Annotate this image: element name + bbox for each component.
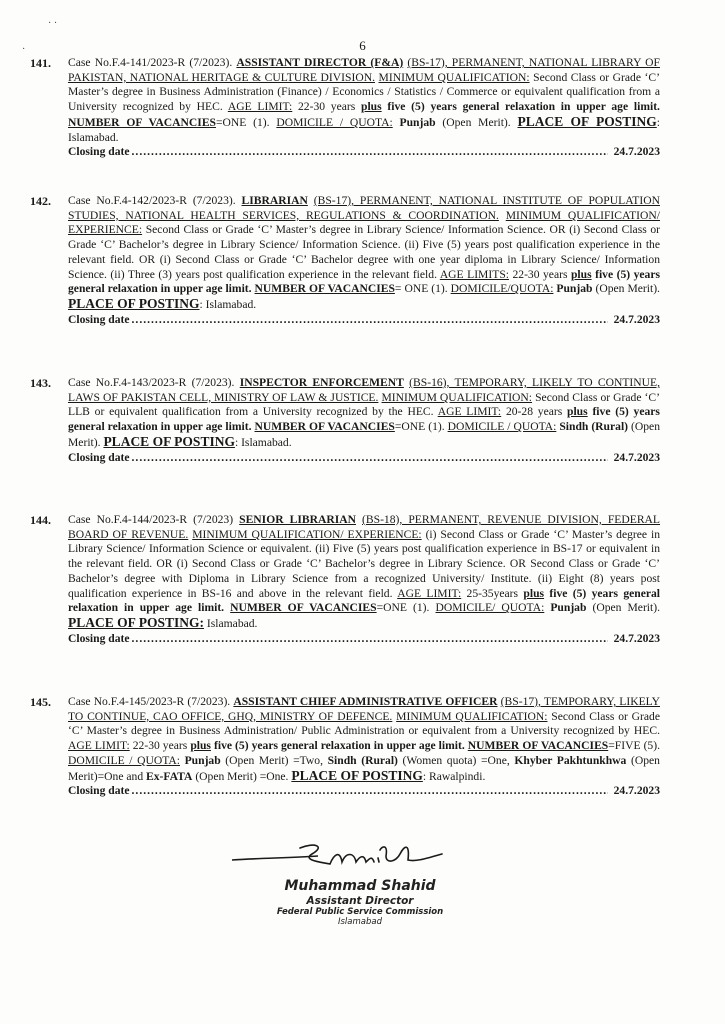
closing-date: 24.7.2023 [613, 784, 660, 798]
vacancy-entry-144 [30, 513, 660, 646]
plus-word: plus [570, 267, 592, 281]
closing-date-line [68, 145, 660, 160]
case-number: Case No.F.4-141/2023-R (7/2023). [68, 56, 233, 69]
domicile-province: Sindh (Rural) [327, 753, 398, 767]
posting-label: PLACE OF POSTING [68, 295, 200, 311]
domicile-quota: (Open Merit). [442, 115, 511, 129]
scan-mark: · [22, 44, 26, 55]
domicile-province: Punjab [556, 282, 593, 296]
vacancies-text: =ONE (1). [376, 601, 430, 615]
domicile-label: DOMICILE/QUOTA: [450, 282, 554, 296]
posting-label: PLACE OF POSTING [517, 113, 657, 129]
post-grade-department: (BS-17), PERMANENT, NATIONAL LIBRARY OF PAKISTAN, NATIONAL HERITAGE & CULTURE DIVISION. [68, 56, 660, 84]
signatory [250, 878, 470, 927]
plus-word: plus [361, 100, 382, 114]
vacancies-label: NUMBER OF VACANCIES [230, 601, 377, 615]
qualification-text: (i) Second Class or Grade ‘C’ Master’s degree in Library Science/ Information Science or equivalent. (ii) Five (5) years post qualification experience in BS-17 or equivalent in the relevant field. OR (i) Second Class or Grade ‘C’ Bachelor’s degree in Library Science. OR Second Class or Grade ‘C’ Bachelor’s degree with Diploma in Library Science from a recognized University/ Institute. (ii) Eight (8) years post qualification experience in BS-16 and above in the relevant field. [68, 527, 661, 600]
post-grade-department: (BS-17), TEMPORARY, LIKELY TO CONTINUE, CAO OFFICE, GHQ, MINISTRY OF DEFENCE. [68, 695, 660, 723]
case-number: Case No.F.4-142/2023-R (7/2023). [68, 194, 236, 207]
vacancy-entry-141 [30, 56, 660, 160]
signatory-title: Assistant Director [306, 895, 414, 907]
age-limit-text: 22-30 years [298, 100, 356, 114]
vacancies-label: NUMBER OF VACANCIES [467, 739, 609, 753]
closing-date-line [68, 451, 660, 466]
qualification-text: Second Class or Grade ‘C’ Master’s degree in Business Administration/ Public Administration or equivalent from a University recognized by HEC. [68, 709, 660, 738]
plus-word: plus [567, 405, 588, 419]
qualification-label: MINIMUM QUALIFICATION/ EXPERIENCE: [192, 527, 422, 541]
vacancies-label: NUMBER OF VACANCIES [254, 420, 395, 434]
domicile-quota: (Open Merit) =One. [195, 769, 289, 783]
scan-mark: · · [48, 18, 58, 29]
age-relaxation: five (5) years general relaxation in upper age limit. [68, 586, 661, 615]
vacancies-text: =ONE (1). [394, 420, 445, 434]
domicile-province: Punjab [550, 601, 587, 615]
closing-date-line [68, 313, 660, 328]
age-limit-label: AGE LIMIT: [68, 739, 130, 753]
signatory-name: Muhammad Shahid [284, 878, 436, 894]
page-number: 6 [359, 38, 366, 53]
age-limit-text: 25-35years [466, 586, 519, 600]
entry-number: 145. [30, 695, 51, 709]
domicile-quota: (Open Merit) =Two, [225, 753, 323, 767]
dot-leader [130, 313, 608, 328]
domicile-quota: (Open Merit). [68, 420, 660, 449]
age-limit-label: AGE LIMITS: [439, 267, 509, 281]
post-title: LIBRARIAN [241, 194, 308, 207]
post-grade-department: (BS-18), PERMANENT, REVENUE DIVISION, FEDERAL BOARD OF REVENUE. [68, 513, 661, 541]
posting-place: : Islamabad. [68, 115, 661, 144]
qualification-label: MINIMUM QUALIFICATION: [378, 70, 530, 84]
post-grade-department: (BS-17), PERMANENT, NATIONAL INSTITUTE OF POPULATION STUDIES, NATIONAL HEALTH SERVICES, REGULATIONS & COORDINATION. [68, 194, 660, 222]
vacancies-label: NUMBER OF VACANCIES [254, 282, 395, 296]
entry-number: 143. [30, 376, 51, 390]
domicile-quota: (Women quota) =One, [402, 753, 510, 767]
qualification-label: MINIMUM QUALIFICATION/ EXPERIENCE: [68, 208, 660, 237]
vacancies-text: = ONE (1). [394, 282, 448, 296]
domicile-province: Khyber Pakhtunkhwa [514, 753, 627, 767]
posting-label: PLACE OF POSTING: [68, 614, 205, 630]
vacancy-entry-143 [30, 376, 660, 465]
posting-place: : Rawalpindi. [422, 769, 486, 783]
qualification-label: MINIMUM QUALIFICATION: [396, 709, 548, 723]
age-limit-text: 22-30 years [132, 739, 188, 753]
posting-place: : Islamabad. [199, 297, 257, 311]
vacancies-text: =FIVE (5). [608, 739, 660, 753]
case-number: Case No.F.4-143/2023-R (7/2023). [68, 376, 235, 389]
age-limit-text: 22-30 years [512, 267, 568, 281]
closing-date-label: Closing date [68, 312, 130, 326]
qualification-text: Second Class or Grade ‘C’ LLB or equivalent qualification from a University recognized by the HEC. [68, 390, 660, 419]
qualification-label: MINIMUM QUALIFICATION: [381, 390, 533, 404]
vacancies-text: =ONE (1). [216, 115, 270, 129]
qualification-text: Second Class or Grade ‘C’ Master’s degree in Business Administration (Finance) / Economics / Statistics / Commerce or equivalent qualification from a University recognized by HEC. [68, 70, 660, 114]
age-relaxation: five (5) years general relaxation in upper age limit. [68, 267, 660, 296]
dot-leader [130, 632, 608, 647]
post-title: ASSISTANT CHIEF ADMINISTRATIVE OFFICER [233, 695, 498, 708]
dot-leader [130, 451, 608, 466]
post-title: ASSISTANT DIRECTOR (F&A) [236, 56, 404, 69]
case-number: Case No.F.4-145/2023-R (7/2023). [68, 695, 231, 708]
domicile-label: DOMICILE/ QUOTA: [435, 601, 545, 615]
age-limit-text: 20-28 years [505, 405, 563, 419]
posting-place: : Islamabad. [234, 435, 292, 449]
domicile-province: Sindh (Rural) [559, 420, 629, 434]
age-relaxation: five (5) years general relaxation in upper age limit. [68, 405, 660, 434]
closing-date-line [68, 632, 660, 647]
domicile-quota: (Open Merit). [595, 282, 660, 296]
entry-number: 142. [30, 194, 51, 208]
domicile-label: DOMICILE / QUOTA: [276, 115, 393, 129]
closing-date-label: Closing date [68, 784, 130, 798]
domicile-label: DOMICILE / QUOTA: [68, 753, 180, 767]
post-title: INSPECTOR ENFORCEMENT [239, 376, 404, 389]
domicile-quota: (Open Merit). [592, 601, 661, 615]
entry-number: 144. [30, 513, 51, 527]
signatory-organization: Federal Public Service Commission [276, 907, 444, 917]
closing-date: 24.7.2023 [613, 312, 660, 326]
signatory-city: Islamabad [338, 917, 382, 927]
age-relaxation: five (5) years general relaxation in upper age limit. [213, 739, 465, 753]
domicile-province: Punjab [184, 753, 221, 767]
entry-number: 141. [30, 56, 51, 70]
age-limit-label: AGE LIMIT: [227, 100, 293, 114]
qualification-text: Second Class or Grade ‘C’ Master’s degree in Library Science/ Information Science. OR (i) Second Class or Grade ‘C’ Bachelor’s degree in Library Science/ Information Science. (ii) Five (5) years post qualification experience in the relevant field. OR (i) Second Class or Grade ‘C’ Bachelor degree with one year diploma in Library Science/ Information Science. (ii) Three (3) years post qualification experience in the relevant field. [68, 223, 660, 281]
posting-place: Islamabad. [204, 616, 258, 630]
closing-date: 24.7.2023 [613, 631, 660, 645]
vacancies-label: NUMBER OF VACANCIES [68, 115, 216, 129]
closing-date-label: Closing date [68, 145, 130, 159]
closing-date: 24.7.2023 [613, 145, 660, 159]
handwritten-signature [230, 838, 490, 882]
posting-label: PLACE OF POSTING [103, 433, 235, 449]
dot-leader [130, 145, 608, 160]
plus-word: plus [190, 739, 211, 753]
age-limit-label: AGE LIMIT: [437, 405, 502, 419]
domicile-label: DOMICILE / QUOTA: [447, 420, 557, 434]
vacancy-entry-145 [30, 695, 660, 799]
age-relaxation: five (5) years general relaxation in upper age limit. [387, 100, 660, 114]
domicile-quota: (Open Merit)=One and [68, 753, 660, 783]
post-grade-department: (BS-16), TEMPORARY, LIKELY TO CONTINUE, LAWS OF PAKISTAN CELL, MINISTRY OF LAW & JUSTICE. [68, 376, 660, 404]
closing-date: 24.7.2023 [613, 450, 660, 464]
dot-leader [130, 784, 608, 799]
case-number: Case No.F.4-144/2023-R (7/2023) [68, 513, 234, 526]
closing-date-line [68, 784, 660, 799]
plus-word: plus [523, 586, 545, 600]
posting-label: PLACE OF POSTING [291, 767, 423, 783]
domicile-province: Ex-FATA [146, 769, 193, 783]
post-title: SENIOR LIBRARIAN [239, 513, 356, 526]
closing-date-label: Closing date [68, 450, 130, 464]
vacancy-entry-142 [30, 194, 660, 327]
age-limit-label: AGE LIMIT: [397, 586, 462, 600]
domicile-province: Punjab [399, 115, 436, 129]
closing-date-label: Closing date [68, 631, 130, 645]
